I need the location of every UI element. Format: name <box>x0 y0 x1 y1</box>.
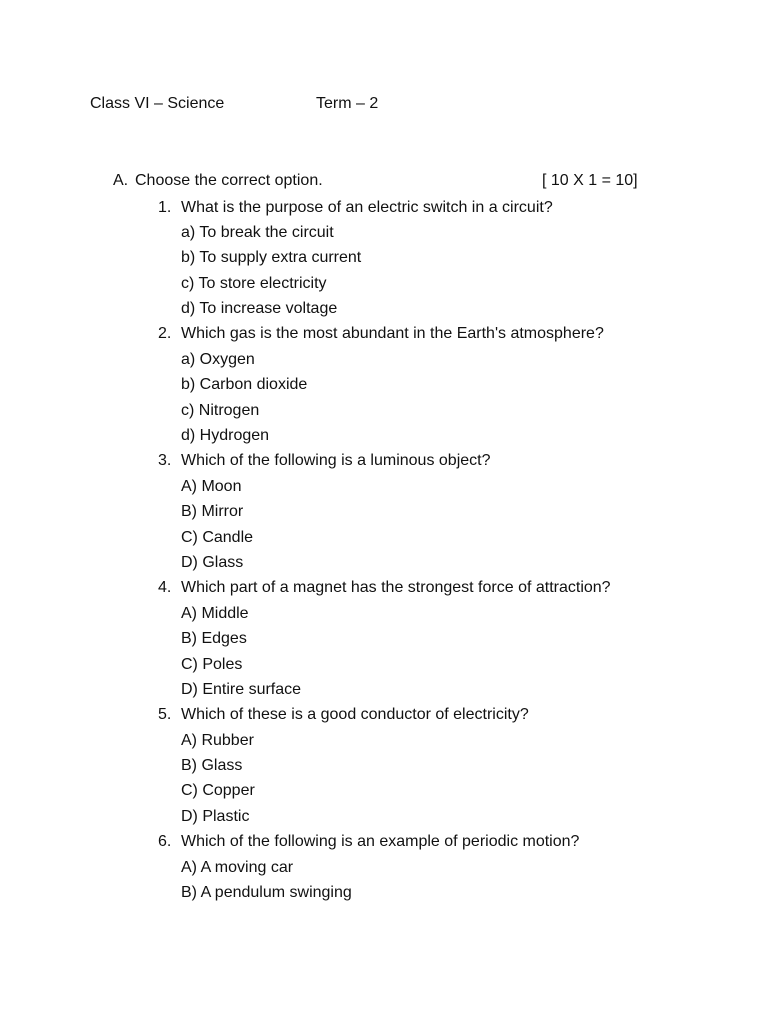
option-text: B) Mirror <box>181 503 244 521</box>
answer-option <box>150 731 670 756</box>
answer-option <box>150 375 670 400</box>
option-text: d) To increase voltage <box>181 300 338 318</box>
answer-option <box>150 248 670 273</box>
question-text: Which gas is the most abundant in the Earth's atmosphere? <box>181 325 604 343</box>
answer-option <box>150 655 670 680</box>
question-item <box>150 832 670 857</box>
option-text: c) Nitrogen <box>181 401 260 419</box>
question-text: Which part of a magnet has the strongest force of attraction? <box>181 579 611 597</box>
question-text: Which of the following is an example of periodic motion? <box>181 833 580 851</box>
answer-option <box>150 604 670 629</box>
answer-option <box>150 477 670 502</box>
question-item <box>150 324 670 349</box>
answer-option <box>150 781 670 806</box>
option-text: A) Middle <box>181 604 249 622</box>
answer-option <box>150 553 670 578</box>
question-text: Which of the following is a luminous object? <box>181 452 491 470</box>
option-text: D) Plastic <box>181 807 250 825</box>
answer-option <box>150 680 670 705</box>
question-number: 5. <box>158 706 172 724</box>
answer-option <box>150 756 670 781</box>
option-text: B) Edges <box>181 630 247 648</box>
answer-option <box>150 426 670 451</box>
question-item <box>150 198 670 223</box>
option-text: d) Hydrogen <box>181 427 270 445</box>
answer-option <box>150 401 670 426</box>
option-text: D) Entire surface <box>181 680 302 698</box>
option-text: B) A pendulum swinging <box>181 884 352 902</box>
term-label: Term – 2 <box>316 95 379 112</box>
answer-option <box>150 629 670 654</box>
option-text: a) To break the circuit <box>181 223 334 241</box>
paper-header <box>90 95 490 115</box>
answer-option <box>150 858 670 883</box>
option-text: a) Oxygen <box>181 350 255 368</box>
option-text: C) Poles <box>181 655 243 673</box>
answer-option <box>150 274 670 299</box>
question-item <box>150 705 670 730</box>
answer-option <box>150 883 670 908</box>
question-number: 2. <box>158 325 172 343</box>
section-letter: A. <box>113 172 129 189</box>
question-number: 4. <box>158 579 172 597</box>
question-text: What is the purpose of an electric switch in a circuit? <box>181 198 553 216</box>
answer-option <box>150 350 670 375</box>
question-item <box>150 578 670 603</box>
option-text: C) Copper <box>181 782 255 800</box>
question-number: 1. <box>158 198 172 216</box>
option-text: c) To store electricity <box>181 274 327 292</box>
question-text: Which of these is a good conductor of electricity? <box>181 706 529 724</box>
option-text: D) Glass <box>181 553 244 571</box>
section-marks: [ 10 X 1 = 10] <box>542 172 638 189</box>
option-text: B) Glass <box>181 757 243 775</box>
section-title: Choose the correct option. <box>135 172 323 189</box>
answer-option <box>150 807 670 832</box>
option-text: A) A moving car <box>181 858 294 876</box>
question-number: 6. <box>158 833 172 851</box>
question-item <box>150 451 670 476</box>
option-text: b) To supply extra current <box>181 249 362 267</box>
question-number: 3. <box>158 452 172 470</box>
option-text: A) Moon <box>181 477 242 495</box>
option-text: A) Rubber <box>181 731 254 749</box>
class-subject-label: Class VI – Science <box>90 95 225 112</box>
section-heading <box>113 172 643 192</box>
option-text: b) Carbon dioxide <box>181 376 308 394</box>
answer-option <box>150 299 670 324</box>
answer-option <box>150 223 670 248</box>
option-text: C) Candle <box>181 528 254 546</box>
answer-option <box>150 528 670 553</box>
answer-option <box>150 502 670 527</box>
question-list <box>150 198 670 909</box>
